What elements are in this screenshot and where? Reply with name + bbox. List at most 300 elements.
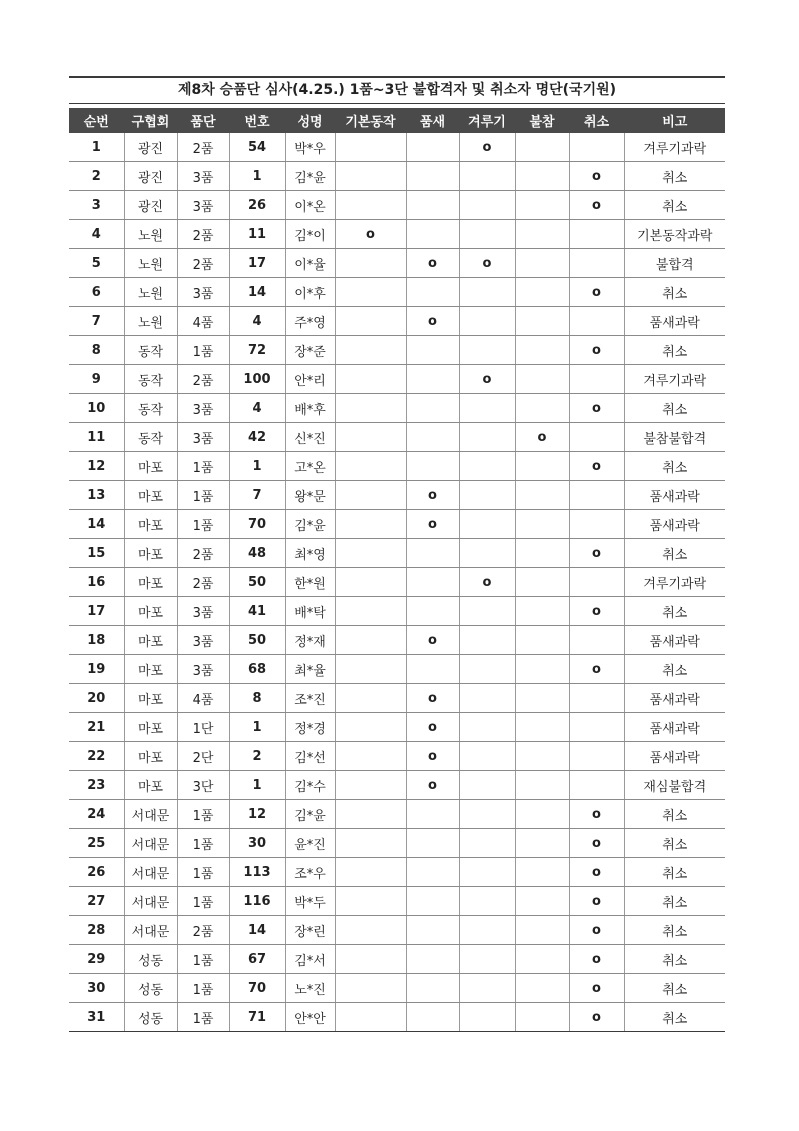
col-header-note: 비고 — [624, 108, 725, 133]
cell-cancel-mark — [569, 423, 624, 452]
cell-rank: 4품 — [177, 684, 229, 713]
table-row — [69, 336, 725, 365]
cell-note: 겨루기과락 — [624, 568, 725, 597]
cell-poomsae-mark — [406, 539, 459, 568]
table-row — [69, 452, 725, 481]
cell-rank: 2품 — [177, 220, 229, 249]
cell-seq: 4 — [69, 220, 124, 249]
cell-branch: 마포 — [124, 597, 177, 626]
cell-sparring-mark — [459, 510, 515, 539]
cell-absent-mark — [515, 858, 569, 887]
cell-note: 취소 — [624, 539, 725, 568]
cell-poomsae-mark — [406, 278, 459, 307]
cell-note: 취소 — [624, 278, 725, 307]
cell-number: 54 — [229, 133, 285, 162]
cell-basic-mark — [335, 597, 406, 626]
cell-poomsae-mark — [406, 916, 459, 945]
cell-rank: 3품 — [177, 597, 229, 626]
cell-branch: 마포 — [124, 742, 177, 771]
cell-seq: 3 — [69, 191, 124, 220]
cell-name: 김*서 — [285, 945, 335, 974]
table-row — [69, 249, 725, 278]
cell-name: 최*율 — [285, 655, 335, 684]
cell-seq: 26 — [69, 858, 124, 887]
cell-absent-mark — [515, 597, 569, 626]
cell-rank: 1품 — [177, 945, 229, 974]
cell-poomsae-mark — [406, 423, 459, 452]
cell-note: 재심불합격 — [624, 771, 725, 800]
cell-number: 2 — [229, 742, 285, 771]
cell-seq: 7 — [69, 307, 124, 336]
cell-sparring-mark — [459, 974, 515, 1003]
cell-cancel-mark — [569, 220, 624, 249]
cell-absent-mark — [515, 945, 569, 974]
cell-seq: 23 — [69, 771, 124, 800]
cell-note: 품새과락 — [624, 481, 725, 510]
table-row — [69, 887, 725, 916]
table-row — [69, 684, 725, 713]
table-row — [69, 510, 725, 539]
cell-name: 장*린 — [285, 916, 335, 945]
cell-absent-mark — [515, 800, 569, 829]
cell-branch: 서대문 — [124, 916, 177, 945]
cell-name: 이*온 — [285, 191, 335, 220]
cell-number: 1 — [229, 162, 285, 191]
cell-name: 장*준 — [285, 336, 335, 365]
cell-absent-mark — [515, 162, 569, 191]
cell-rank: 2품 — [177, 916, 229, 945]
cell-number: 71 — [229, 1003, 285, 1032]
cell-poomsae-mark — [406, 858, 459, 887]
cell-basic-mark — [335, 423, 406, 452]
cell-sparring-mark — [459, 916, 515, 945]
cell-absent-mark — [515, 771, 569, 800]
cell-basic-mark — [335, 365, 406, 394]
table-row — [69, 481, 725, 510]
cell-name: 김*윤 — [285, 510, 335, 539]
cell-poomsae-mark: o — [406, 684, 459, 713]
table-row — [69, 539, 725, 568]
cell-cancel-mark: o — [569, 394, 624, 423]
cell-basic-mark — [335, 800, 406, 829]
cell-number: 116 — [229, 887, 285, 916]
cell-cancel-mark — [569, 365, 624, 394]
cell-absent-mark — [515, 481, 569, 510]
cell-branch: 마포 — [124, 452, 177, 481]
cell-branch: 노원 — [124, 307, 177, 336]
cell-branch: 마포 — [124, 568, 177, 597]
cell-seq: 16 — [69, 568, 124, 597]
cell-poomsae-mark: o — [406, 713, 459, 742]
cell-basic-mark — [335, 539, 406, 568]
cell-cancel-mark: o — [569, 655, 624, 684]
table-row — [69, 568, 725, 597]
cell-sparring-mark — [459, 771, 515, 800]
cell-sparring-mark — [459, 655, 515, 684]
cell-sparring-mark — [459, 858, 515, 887]
cell-sparring-mark — [459, 742, 515, 771]
cell-sparring-mark — [459, 220, 515, 249]
col-header-name: 성명 — [285, 108, 335, 133]
cell-cancel-mark — [569, 249, 624, 278]
cell-cancel-mark — [569, 481, 624, 510]
cell-rank: 1품 — [177, 829, 229, 858]
cell-cancel-mark: o — [569, 452, 624, 481]
cell-number: 26 — [229, 191, 285, 220]
cell-seq: 11 — [69, 423, 124, 452]
cell-sparring-mark — [459, 945, 515, 974]
cell-rank: 3품 — [177, 655, 229, 684]
cell-cancel-mark: o — [569, 191, 624, 220]
cell-absent-mark — [515, 365, 569, 394]
table-header-row — [69, 108, 725, 133]
cell-sparring-mark: o — [459, 365, 515, 394]
cell-poomsae-mark: o — [406, 742, 459, 771]
cell-absent-mark — [515, 539, 569, 568]
cell-cancel-mark: o — [569, 858, 624, 887]
cell-poomsae-mark — [406, 336, 459, 365]
cell-seq: 6 — [69, 278, 124, 307]
table-row — [69, 423, 725, 452]
cell-number: 8 — [229, 684, 285, 713]
cell-rank: 3품 — [177, 394, 229, 423]
cell-note: 취소 — [624, 162, 725, 191]
table-row — [69, 655, 725, 684]
table-row — [69, 365, 725, 394]
cell-number: 14 — [229, 916, 285, 945]
cell-seq: 12 — [69, 452, 124, 481]
cell-absent-mark — [515, 336, 569, 365]
cell-poomsae-mark — [406, 394, 459, 423]
cell-branch: 성동 — [124, 945, 177, 974]
cell-number: 17 — [229, 249, 285, 278]
cell-name: 정*경 — [285, 713, 335, 742]
cell-rank: 1품 — [177, 974, 229, 1003]
cell-note: 취소 — [624, 655, 725, 684]
cell-number: 50 — [229, 626, 285, 655]
cell-sparring-mark — [459, 278, 515, 307]
cell-poomsae-mark: o — [406, 481, 459, 510]
cell-basic-mark — [335, 1003, 406, 1032]
cell-sparring-mark: o — [459, 568, 515, 597]
cell-note: 취소 — [624, 336, 725, 365]
cell-number: 48 — [229, 539, 285, 568]
cell-note: 불참불합격 — [624, 423, 725, 452]
cell-seq: 10 — [69, 394, 124, 423]
cell-branch: 서대문 — [124, 858, 177, 887]
cell-number: 70 — [229, 974, 285, 1003]
cell-cancel-mark — [569, 742, 624, 771]
cell-note: 취소 — [624, 858, 725, 887]
cell-poomsae-mark — [406, 365, 459, 394]
cell-poomsae-mark — [406, 974, 459, 1003]
cell-poomsae-mark — [406, 887, 459, 916]
cell-note: 취소 — [624, 1003, 725, 1032]
cell-rank: 2품 — [177, 568, 229, 597]
cell-name: 안*리 — [285, 365, 335, 394]
cell-note: 취소 — [624, 452, 725, 481]
cell-cancel-mark — [569, 307, 624, 336]
cell-branch: 성동 — [124, 1003, 177, 1032]
cell-poomsae-mark — [406, 191, 459, 220]
col-header-absent: 불참 — [515, 108, 569, 133]
cell-rank: 2품 — [177, 249, 229, 278]
document-title: 제8차 승품단 심사(4.25.) 1품~3단 불합격자 및 취소자 명단(국기원) — [177, 82, 617, 98]
cell-rank: 3품 — [177, 162, 229, 191]
cell-poomsae-mark: o — [406, 307, 459, 336]
col-header-sparring: 겨루기 — [459, 108, 515, 133]
cell-name: 한*원 — [285, 568, 335, 597]
cell-name: 윤*진 — [285, 829, 335, 858]
cell-sparring-mark: o — [459, 249, 515, 278]
cell-poomsae-mark — [406, 162, 459, 191]
cell-basic-mark: o — [335, 220, 406, 249]
cell-name: 최*영 — [285, 539, 335, 568]
cell-number: 12 — [229, 800, 285, 829]
cell-name: 배*탁 — [285, 597, 335, 626]
col-header-poomsae: 품새 — [406, 108, 459, 133]
cell-name: 안*안 — [285, 1003, 335, 1032]
cell-sparring-mark — [459, 597, 515, 626]
cell-sparring-mark — [459, 336, 515, 365]
cell-cancel-mark: o — [569, 336, 624, 365]
cell-absent-mark — [515, 974, 569, 1003]
table-row — [69, 945, 725, 974]
cell-rank: 1품 — [177, 452, 229, 481]
cell-rank: 3품 — [177, 423, 229, 452]
cell-poomsae-mark: o — [406, 771, 459, 800]
cell-sparring-mark — [459, 800, 515, 829]
cell-name: 박*우 — [285, 133, 335, 162]
cell-branch: 동작 — [124, 423, 177, 452]
cell-cancel-mark: o — [569, 800, 624, 829]
cell-branch: 성동 — [124, 974, 177, 1003]
cell-absent-mark — [515, 278, 569, 307]
cell-seq: 25 — [69, 829, 124, 858]
cell-note: 기본동작과락 — [624, 220, 725, 249]
cell-sparring-mark — [459, 1003, 515, 1032]
cell-sparring-mark — [459, 191, 515, 220]
cell-sparring-mark — [459, 539, 515, 568]
cell-number: 4 — [229, 307, 285, 336]
cell-branch: 마포 — [124, 771, 177, 800]
cell-rank: 3품 — [177, 191, 229, 220]
cell-basic-mark — [335, 771, 406, 800]
cell-branch: 동작 — [124, 365, 177, 394]
cell-name: 노*진 — [285, 974, 335, 1003]
cell-poomsae-mark — [406, 655, 459, 684]
cell-rank: 1품 — [177, 510, 229, 539]
cell-cancel-mark — [569, 771, 624, 800]
cell-name: 박*두 — [285, 887, 335, 916]
cell-note: 품새과락 — [624, 742, 725, 771]
cell-branch: 동작 — [124, 336, 177, 365]
cell-poomsae-mark — [406, 220, 459, 249]
cell-rank: 2품 — [177, 133, 229, 162]
cell-rank: 3품 — [177, 278, 229, 307]
cell-poomsae-mark — [406, 829, 459, 858]
cell-name: 신*진 — [285, 423, 335, 452]
cell-branch: 마포 — [124, 713, 177, 742]
cell-number: 42 — [229, 423, 285, 452]
cell-cancel-mark — [569, 713, 624, 742]
cell-sparring-mark — [459, 626, 515, 655]
cell-basic-mark — [335, 481, 406, 510]
cell-rank: 2품 — [177, 365, 229, 394]
cell-number: 7 — [229, 481, 285, 510]
cell-name: 김*수 — [285, 771, 335, 800]
cell-seq: 9 — [69, 365, 124, 394]
cell-name: 왕*문 — [285, 481, 335, 510]
cell-number: 68 — [229, 655, 285, 684]
title-bottom-rule — [69, 103, 725, 104]
cell-sparring-mark — [459, 713, 515, 742]
table-row — [69, 626, 725, 655]
cell-basic-mark — [335, 510, 406, 539]
cell-number: 1 — [229, 713, 285, 742]
table-row — [69, 597, 725, 626]
cell-branch: 노원 — [124, 220, 177, 249]
cell-number: 41 — [229, 597, 285, 626]
cell-seq: 18 — [69, 626, 124, 655]
cell-name: 조*우 — [285, 858, 335, 887]
cell-seq: 20 — [69, 684, 124, 713]
table-row — [69, 133, 725, 162]
cell-basic-mark — [335, 916, 406, 945]
cell-branch: 서대문 — [124, 887, 177, 916]
cell-cancel-mark: o — [569, 162, 624, 191]
cell-absent-mark — [515, 887, 569, 916]
cell-basic-mark — [335, 249, 406, 278]
cell-basic-mark — [335, 858, 406, 887]
cell-rank: 1품 — [177, 800, 229, 829]
cell-seq: 22 — [69, 742, 124, 771]
cell-seq: 13 — [69, 481, 124, 510]
cell-poomsae-mark — [406, 133, 459, 162]
cell-absent-mark: o — [515, 423, 569, 452]
cell-number: 30 — [229, 829, 285, 858]
cell-basic-mark — [335, 974, 406, 1003]
col-header-rank: 품단 — [177, 108, 229, 133]
cell-absent-mark — [515, 713, 569, 742]
cell-number: 1 — [229, 771, 285, 800]
cell-name: 김*윤 — [285, 162, 335, 191]
cell-absent-mark — [515, 191, 569, 220]
cell-sparring-mark — [459, 829, 515, 858]
table-row — [69, 1003, 725, 1032]
cell-note: 불합격 — [624, 249, 725, 278]
cell-sparring-mark — [459, 394, 515, 423]
cell-absent-mark — [515, 829, 569, 858]
cell-basic-mark — [335, 162, 406, 191]
cell-name: 김*윤 — [285, 800, 335, 829]
cell-note: 품새과락 — [624, 626, 725, 655]
cell-branch: 노원 — [124, 249, 177, 278]
cell-absent-mark — [515, 684, 569, 713]
cell-poomsae-mark — [406, 597, 459, 626]
cell-absent-mark — [515, 452, 569, 481]
table-body — [69, 133, 725, 1032]
cell-absent-mark — [515, 510, 569, 539]
table-row — [69, 974, 725, 1003]
cell-rank: 2단 — [177, 742, 229, 771]
cell-sparring-mark — [459, 684, 515, 713]
cell-seq: 8 — [69, 336, 124, 365]
cell-branch: 마포 — [124, 655, 177, 684]
cell-absent-mark — [515, 394, 569, 423]
cell-note: 취소 — [624, 974, 725, 1003]
cell-seq: 27 — [69, 887, 124, 916]
cell-basic-mark — [335, 945, 406, 974]
cell-branch: 서대문 — [124, 829, 177, 858]
cell-seq: 28 — [69, 916, 124, 945]
roster-table — [69, 108, 725, 1032]
table-row — [69, 191, 725, 220]
cell-seq: 21 — [69, 713, 124, 742]
cell-branch: 마포 — [124, 684, 177, 713]
table-row — [69, 858, 725, 887]
cell-name: 주*영 — [285, 307, 335, 336]
table-row — [69, 713, 725, 742]
cell-seq: 24 — [69, 800, 124, 829]
cell-basic-mark — [335, 307, 406, 336]
col-header-number: 번호 — [229, 108, 285, 133]
cell-name: 김*선 — [285, 742, 335, 771]
cell-absent-mark — [515, 307, 569, 336]
cell-note: 취소 — [624, 597, 725, 626]
col-header-cancel: 취소 — [569, 108, 624, 133]
cell-rank: 1품 — [177, 481, 229, 510]
cell-number: 1 — [229, 452, 285, 481]
cell-note: 취소 — [624, 945, 725, 974]
cell-seq: 14 — [69, 510, 124, 539]
cell-sparring-mark — [459, 162, 515, 191]
cell-branch: 서대문 — [124, 800, 177, 829]
cell-absent-mark — [515, 1003, 569, 1032]
cell-name: 이*후 — [285, 278, 335, 307]
cell-absent-mark — [515, 626, 569, 655]
cell-basic-mark — [335, 887, 406, 916]
cell-basic-mark — [335, 742, 406, 771]
cell-number: 67 — [229, 945, 285, 974]
cell-basic-mark — [335, 452, 406, 481]
cell-note: 품새과락 — [624, 510, 725, 539]
cell-name: 정*재 — [285, 626, 335, 655]
cell-cancel-mark: o — [569, 974, 624, 1003]
cell-cancel-mark: o — [569, 597, 624, 626]
table-row — [69, 742, 725, 771]
cell-branch: 광진 — [124, 133, 177, 162]
cell-name: 이*율 — [285, 249, 335, 278]
cell-cancel-mark: o — [569, 278, 624, 307]
cell-absent-mark — [515, 220, 569, 249]
cell-branch: 광진 — [124, 162, 177, 191]
cell-sparring-mark — [459, 887, 515, 916]
cell-note: 품새과락 — [624, 713, 725, 742]
table-row — [69, 771, 725, 800]
cell-basic-mark — [335, 278, 406, 307]
cell-cancel-mark — [569, 684, 624, 713]
cell-sparring-mark: o — [459, 133, 515, 162]
cell-poomsae-mark — [406, 800, 459, 829]
cell-absent-mark — [515, 916, 569, 945]
cell-sparring-mark — [459, 307, 515, 336]
cell-rank: 1단 — [177, 713, 229, 742]
cell-sparring-mark — [459, 423, 515, 452]
cell-name: 김*이 — [285, 220, 335, 249]
cell-sparring-mark — [459, 452, 515, 481]
cell-poomsae-mark: o — [406, 249, 459, 278]
